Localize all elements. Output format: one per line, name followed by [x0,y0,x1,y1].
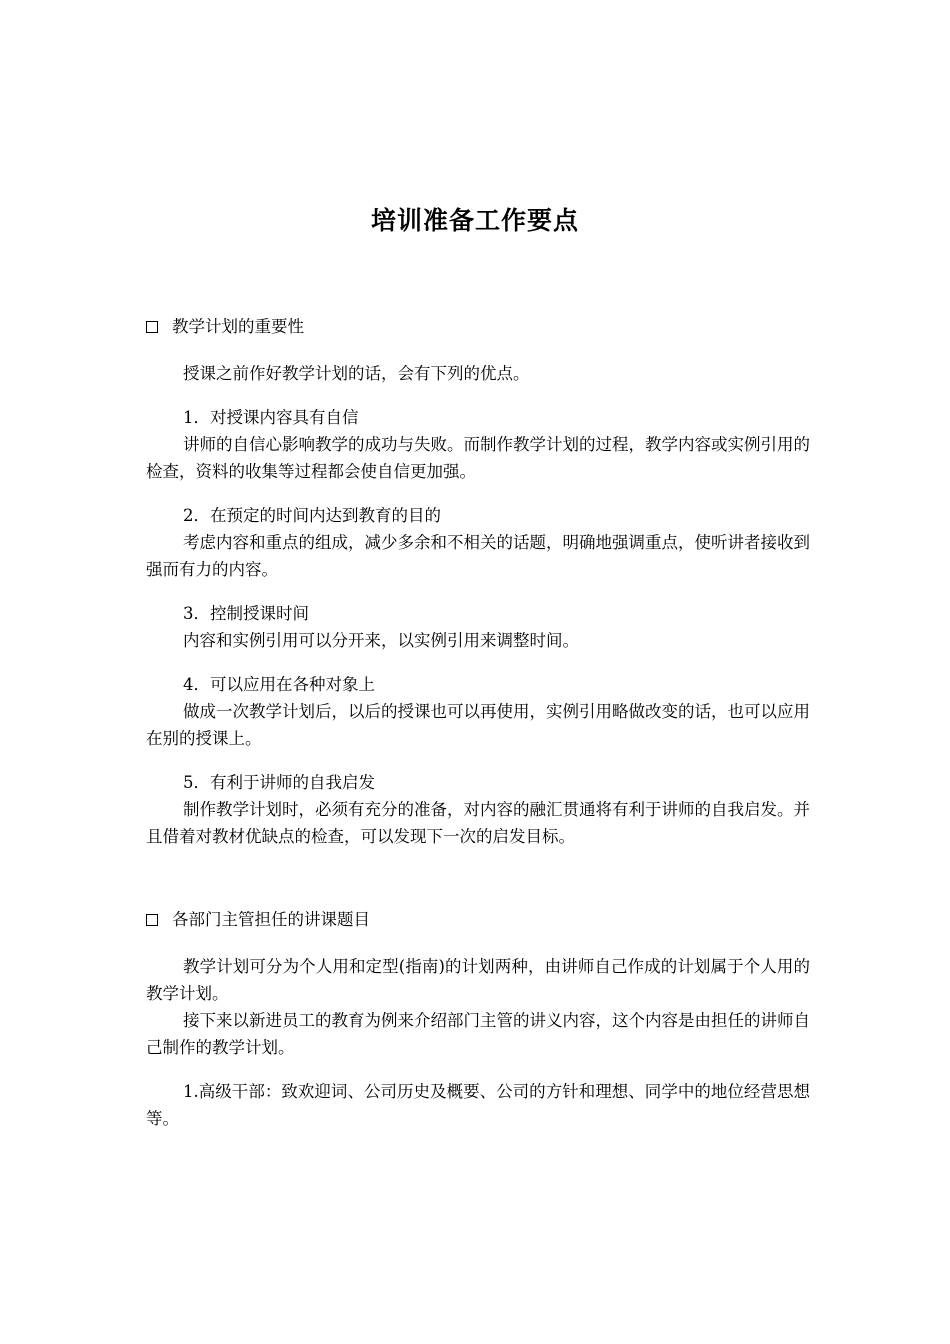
section1-item-body: 讲师的自信心影响教学的成功与失败。而制作教学计划的过程，教学内容或实例引用的检查，资料的收集等过程都会使自信更加强。 [146,435,810,481]
section1-item-body: 制作教学计划时，必须有充分的准备，对内容的融汇贯通将有利于讲师的自我启发。并且借着对教材优缺点的检查，可以发现下一次的启发目标。 [146,800,810,846]
section2-heading-text: 各部门主管担任的讲课题目 [172,910,370,929]
section2-paragraph: 教学计划可分为个人用和定型(指南)的计划两种，由讲师自己作成的计划属于个人用的教学计划。 [146,957,810,1003]
section1-item-title: 1．对授课内容具有自信 [183,408,359,427]
document-title: 培训准备工作要点 [370,206,579,235]
section1-item-body: 考虑内容和重点的组成，减少多余和不相关的话题，明确地强调重点，使听讲者接收到强而有力的内容。 [146,533,810,579]
document-body [146,313,810,1132]
section2-item: 1.高级干部：致欢迎词、公司历史及概要、公司的方针和理想、同学中的地位经营思想等。 [146,1082,810,1128]
section1-item-body: 内容和实例引用可以分开来，以实例引用来调整时间。 [183,631,579,650]
section1-item-title: 5．有利于讲师的自我启发 [183,773,375,792]
section2-heading [146,906,810,933]
section1-heading [146,313,810,340]
section1-item-title: 4．可以应用在各种对象上 [183,675,375,694]
section1-item-title: 2．在预定的时间内达到教育的目的 [183,506,441,525]
checkbox-icon [146,914,158,926]
section2-paragraph: 接下来以新进员工的教育为例来介绍部门主管的讲义内容，这个内容是由担任的讲师自己制作的教学计划。 [146,1011,810,1057]
section1-heading-text: 教学计划的重要性 [172,317,304,336]
checkbox-icon [146,321,158,333]
section1-item-title: 3．控制授课时间 [183,604,309,623]
section1-intro: 授课之前作好教学计划的话，会有下列的优点。 [183,364,530,383]
section1-item-body: 做成一次教学计划后，以后的授课也可以再使用，实例引用略做改变的话，也可以应用在别的授课上。 [146,702,810,748]
